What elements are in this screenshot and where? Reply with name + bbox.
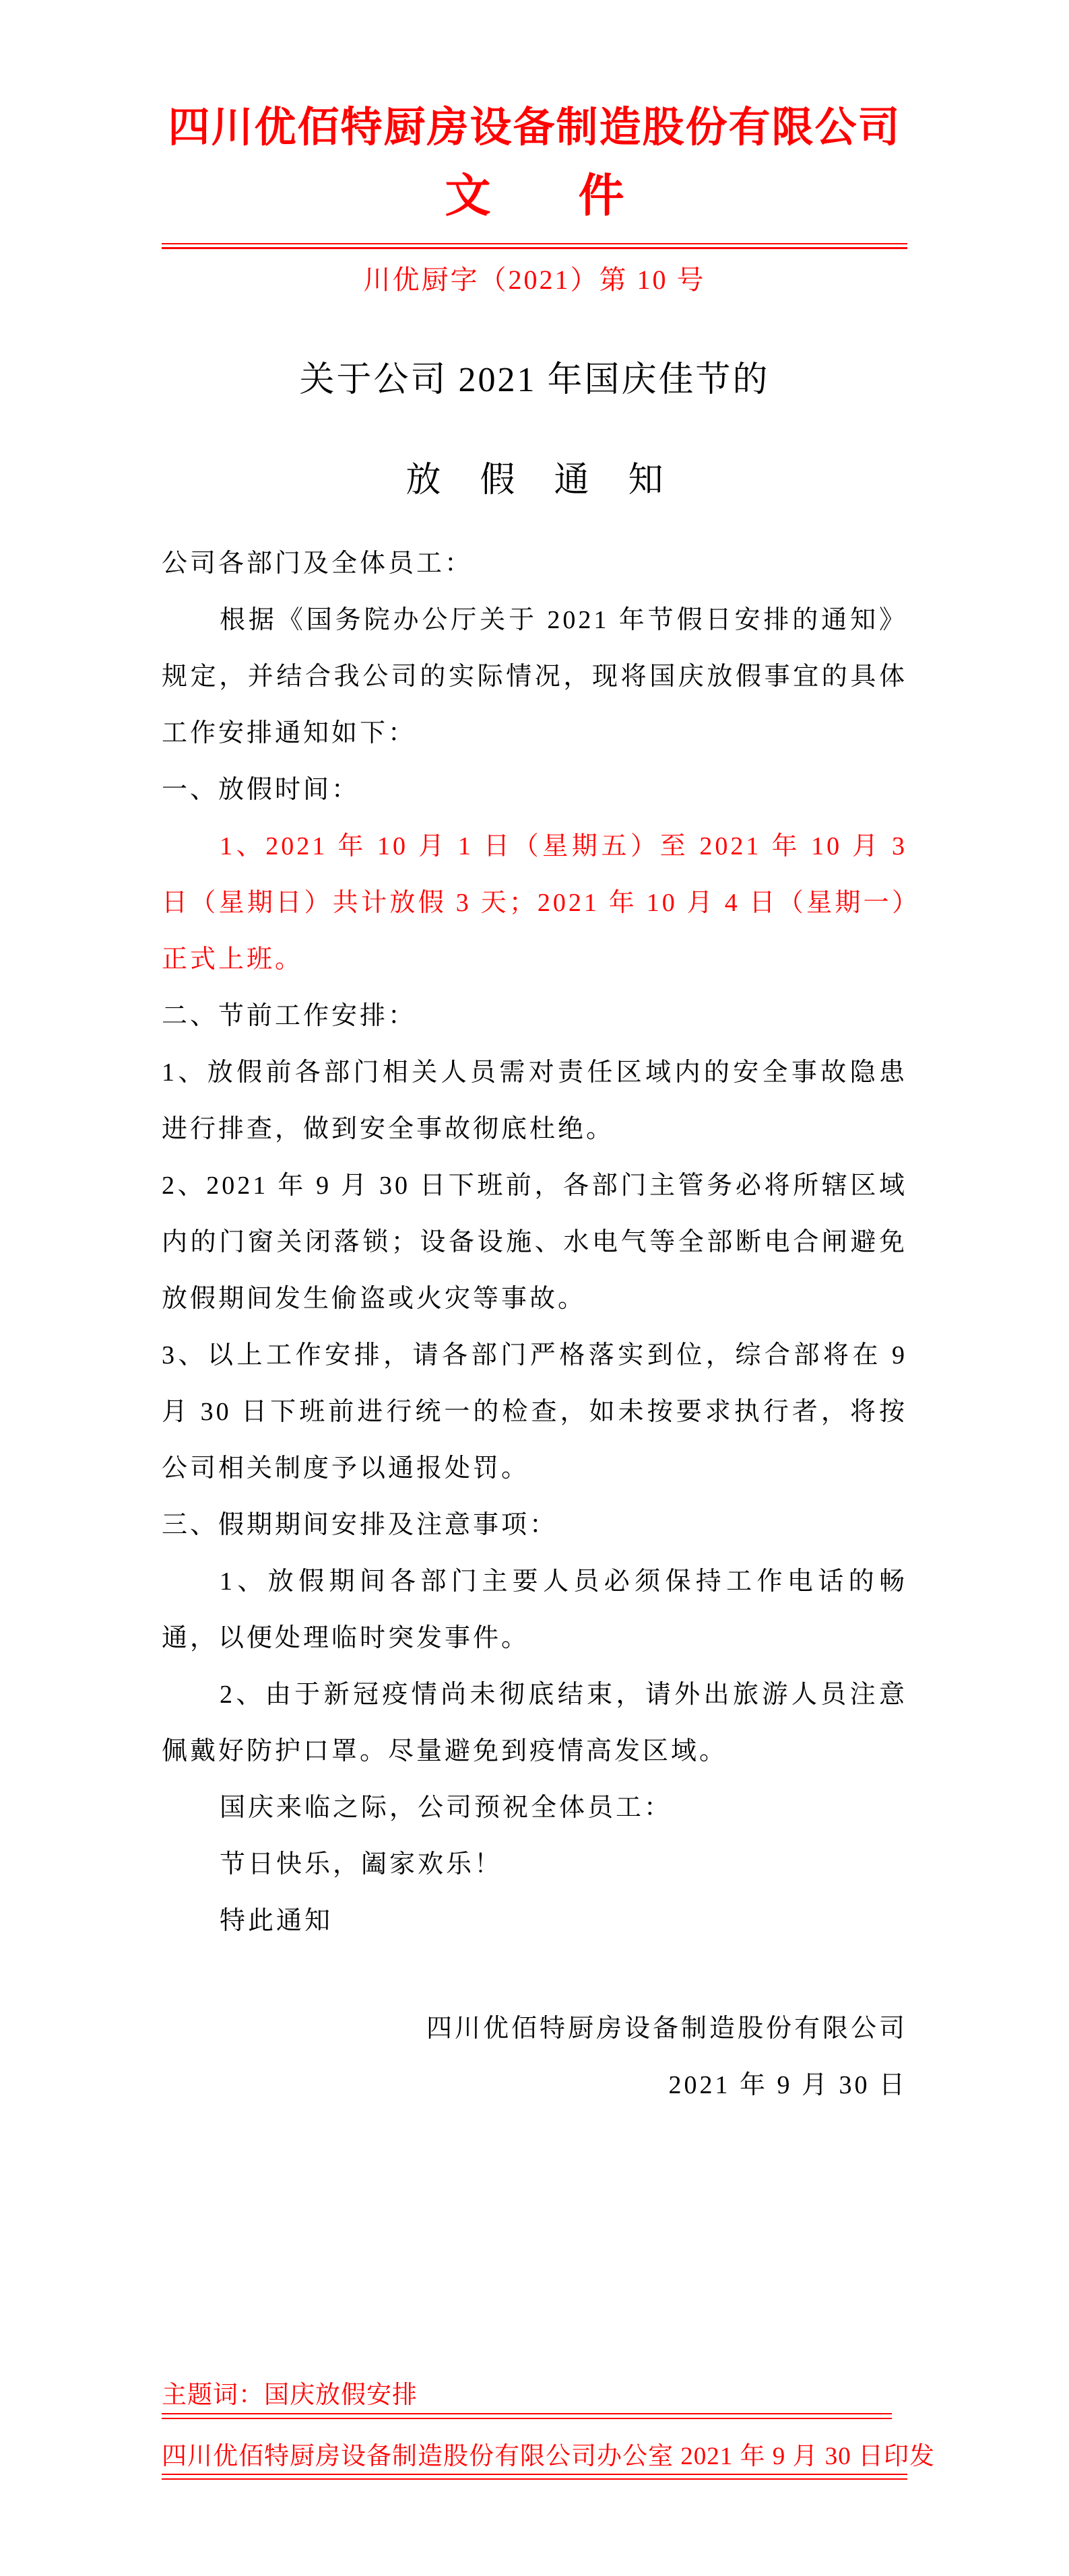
header-double-rule [162,243,907,249]
salutation: 公司各部门及全体员工： [162,549,474,578]
signature-company: 四川优佰特厨房设备制造股份有限公司 [426,2014,907,2043]
footer-double-rule-2 [162,2474,907,2480]
document-title-line1: 关于公司 2021 年国庆佳节的 [299,361,770,400]
paragraph-lockup: 2、2021 年 9 月 30 日下班前，各部门主管务必将所辖区域内的门窗关闭落锁；设备设施、水电气等全部断电合闸避免放假期间发生偷盗或火灾等事故。 [162,1172,907,1314]
closing-wish-line2: 节日快乐，阖家欢乐！ [220,1850,503,1879]
attest-notice: 特此通知 [220,1907,333,1936]
footer-issue-line: 四川优佰特厨房设备制造股份有限公司办公室 2021 年 9 月 30 日印发 [162,2442,935,2470]
document-title-line2: 放假通知 [406,461,703,500]
paragraph-basis: 根据《国务院办公厅关于 2021 年节假日安排的通知》规定，并结合我公司的实际情况，现将国庆放假事宜的具体工作安排通知如下： [162,606,907,748]
section-heading-3: 三、假期期间安排及注意事项： [162,1511,558,1540]
header-company-name: 四川优佰特厨房设备制造股份有限公司 [168,105,901,151]
paragraph-covid: 2、由于新冠疫情尚未彻底结束，请外出旅游人员注意佩戴好防护口罩。尽量避免到疫情高发区域。 [162,1681,907,1766]
footer-subject-line: 主题词：国庆放假安排 [162,2381,418,2409]
paragraph-safety-check: 1、放假前各部门相关人员需对责任区域内的安全事故隐患进行排查，做到安全事故彻底杜绝。 [162,1058,907,1144]
header-doc-type: 文件 [445,170,712,222]
signature-date: 2021 年 9 月 30 日 [668,2071,907,2100]
footer-double-rule-1 [162,2413,892,2419]
section-heading-1: 一、放假时间： [162,776,360,805]
signature-block [162,2000,907,2113]
closing-wish-line1: 国庆来临之际，公司预祝全体员工： [220,1794,673,1823]
paragraph-phone: 1、放假期间各部门主要人员必须保持工作电话的畅通，以便处理临时突发事件。 [162,1567,907,1653]
paragraph-holiday-dates: 1、2021 年 10 月 1 日（星期五）至 2021 年 10 月 3 日（星期日）共计放假 3 天；2021 年 10 月 4 日（星期一）正式上班。 [162,832,907,974]
section-heading-2: 二、节前工作安排： [162,1002,417,1031]
document-body [162,535,907,2113]
doc-number: 川优厨字（2021）第 10 号 [363,265,706,296]
paragraph-inspection: 3、以上工作安排，请各部门严格落实到位，综合部将在 9 月 30 日下班前进行统一的检查，如未按要求执行者，将按公司相关制度予以通报处罚。 [162,1341,907,1483]
document-footer [162,2381,935,2480]
